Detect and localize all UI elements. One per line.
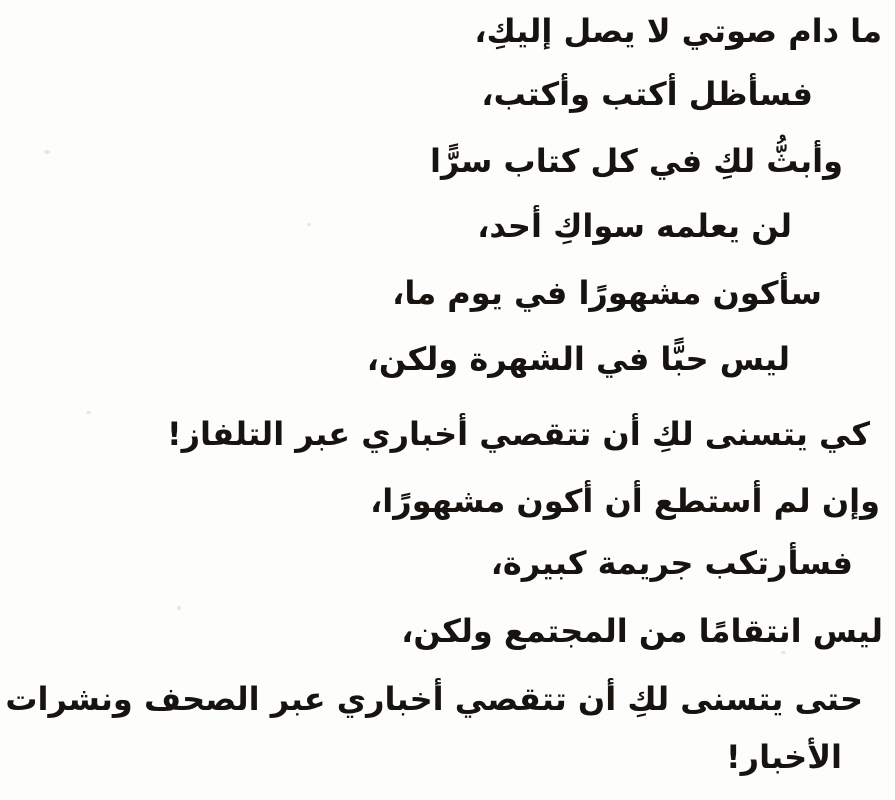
poem-line-1: ما دام صوتي لا يصل إليكِ، [474, 12, 882, 50]
poem-line-8: وإن لم أستطع أن أكون مشهورًا، [370, 482, 880, 520]
scan-speck [307, 223, 311, 226]
poem-line-10: ليس انتقامًا من المجتمع ولكن، [401, 612, 883, 650]
poem-line-11: حتى يتسنى لكِ أن تتقصي أخباري عبر الصحف ونشرات [5, 680, 863, 718]
poem-line-4: لن يعلمه سواكِ أحد، [477, 207, 792, 245]
poem-line-3: وأبثُّ لكِ في كل كتاب سرًّا [430, 142, 843, 180]
poem-line-7: كي يتسنى لكِ أن تتقصي أخباري عبر التلفاز! [166, 415, 870, 453]
poem-line-9: فسأرتكب جريمة كبيرة، [490, 544, 853, 582]
scan-speck [86, 411, 91, 414]
scan-speck [44, 150, 50, 154]
scan-speck [781, 651, 786, 654]
scan-speck [177, 606, 181, 610]
poem-line-6: ليس حبًّا في الشهرة ولكن، [366, 340, 790, 378]
poem-line-12: الأخبار! [726, 738, 842, 776]
poem-line-5: سأكون مشهورًا في يوم ما، [392, 274, 822, 312]
poem-line-2: فسأظل أكتب وأكتب، [481, 75, 813, 113]
